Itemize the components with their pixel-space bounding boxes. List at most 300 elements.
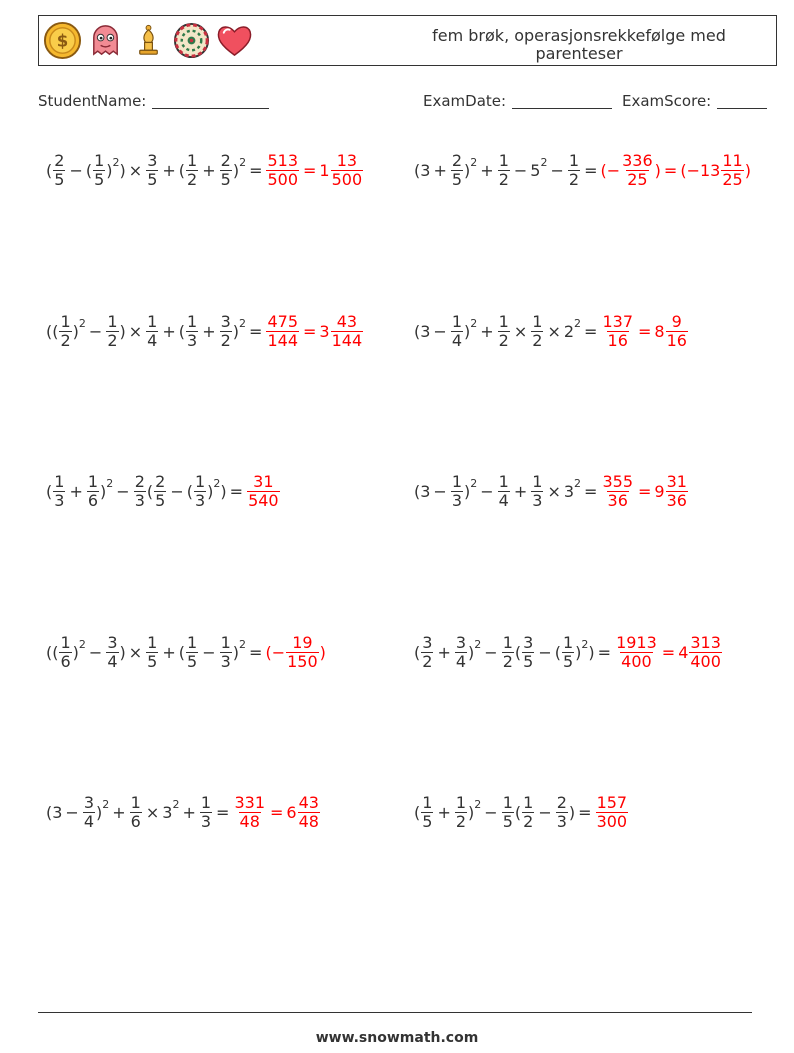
fraction [298, 794, 320, 831]
exponent: 2 [470, 155, 478, 169]
denominator: 5 [562, 651, 574, 671]
denominator: 6 [130, 811, 141, 831]
denominator: 25 [722, 169, 743, 189]
expression-text: ) [220, 481, 227, 501]
denominator: 540 [248, 490, 279, 510]
denominator: 3 [200, 811, 212, 831]
operator: − [484, 802, 498, 822]
denominator: 3 [451, 490, 463, 510]
expression-text: ) [568, 802, 576, 822]
operator: = [597, 642, 612, 662]
denominator: 150 [287, 651, 318, 671]
chess-bishop-icon [129, 21, 168, 60]
expression-text: (− [600, 160, 621, 180]
fraction [220, 152, 232, 189]
operator: = [661, 642, 676, 662]
exponent: 2 [574, 316, 582, 330]
denominator: 2 [422, 651, 433, 671]
expression-text: ( [85, 160, 93, 180]
numerator: 1 [562, 632, 574, 652]
denominator: 4 [147, 330, 158, 350]
numerator: 1 [130, 792, 141, 812]
expression-text: ( [514, 642, 522, 662]
denominator: 2 [107, 330, 118, 350]
fraction [220, 313, 232, 350]
denominator: 4 [455, 651, 467, 671]
fraction [596, 794, 629, 831]
fraction [247, 473, 280, 510]
denominator: 6 [60, 651, 71, 671]
expression-text: ( [178, 321, 186, 341]
fraction [498, 473, 510, 510]
numerator: 3 [147, 150, 158, 170]
fraction [721, 152, 743, 189]
fraction [266, 152, 299, 189]
numerator: 1 [54, 471, 65, 491]
numerator: 1 [451, 311, 463, 331]
operator: + [162, 160, 176, 180]
numerator: 1 [94, 150, 105, 170]
expression-text: ) [100, 481, 107, 501]
expression-text: ) [468, 642, 475, 662]
numerator: 2 [556, 792, 567, 812]
exponent: 2 [102, 797, 110, 811]
expression-text: ) [72, 321, 79, 341]
denominator: 5 [523, 651, 534, 671]
exponent: 2 [540, 155, 548, 169]
denominator: 5 [94, 169, 105, 189]
exam-score-blank[interactable] [717, 92, 767, 109]
expression-text: ) [119, 321, 126, 341]
fraction [200, 794, 212, 831]
expression-text: 2 [563, 321, 575, 341]
exponent: 2 [239, 316, 247, 330]
operator: = [638, 321, 652, 341]
student-name-field[interactable] [38, 92, 269, 110]
operator: + [437, 642, 451, 662]
expression-text: 3 [162, 802, 173, 822]
denominator: 500 [267, 169, 299, 189]
fraction [455, 794, 467, 831]
denominator: 2 [60, 330, 71, 350]
fraction [502, 794, 514, 831]
denominator: 2 [220, 330, 231, 350]
denominator: 2 [532, 330, 543, 350]
numerator: 1 [194, 471, 206, 491]
answer [600, 473, 689, 510]
numerator: 1 [498, 471, 509, 491]
fraction [286, 634, 319, 671]
fraction [93, 152, 105, 189]
operator: + [437, 802, 451, 822]
denominator: 4 [83, 811, 95, 831]
expression-text: (3 [414, 321, 431, 341]
numerator: 9 [671, 311, 682, 331]
denominator: 500 [331, 169, 363, 189]
problem-9 [46, 782, 321, 842]
fraction [146, 634, 158, 671]
operator: − [170, 481, 184, 501]
operator: − [550, 160, 564, 180]
denominator: 3 [194, 490, 206, 510]
expression-text: ) [744, 160, 751, 180]
denominator: 4 [498, 490, 509, 510]
problem-1 [46, 140, 364, 200]
denominator: 48 [239, 811, 260, 831]
fraction [455, 634, 467, 671]
denominator: 3 [54, 490, 65, 510]
operator: + [162, 642, 176, 662]
denominator: 300 [596, 811, 628, 831]
numerator: 1 [220, 632, 231, 652]
expression-text: ) [96, 802, 103, 822]
fraction [59, 634, 71, 671]
expression-text: ) [464, 160, 471, 180]
fraction [421, 794, 433, 831]
operator: − [433, 321, 447, 341]
expression-text: ) [588, 642, 595, 662]
numerator: 1 [422, 792, 433, 812]
expression-text: (( [46, 642, 59, 662]
numerator: 19 [292, 632, 313, 652]
numerator: 1 [60, 311, 71, 331]
denominator: 2 [498, 330, 509, 350]
fraction [53, 473, 65, 510]
expression-text: ( [46, 481, 53, 501]
worksheet-header [38, 15, 777, 66]
operator: + [433, 160, 447, 180]
operator: × [128, 321, 143, 341]
numerator: 1 [187, 632, 198, 652]
operator: = [249, 642, 263, 662]
numerator: 31 [666, 471, 687, 491]
fraction [666, 313, 688, 350]
operator: = [663, 160, 678, 180]
problem-7 [46, 622, 326, 682]
header-icons [43, 21, 254, 60]
title-line-2: parenteser [535, 44, 623, 63]
expression-text: ( [46, 160, 53, 180]
operator: = [270, 802, 284, 822]
numerator: 475 [267, 311, 298, 331]
fraction [621, 152, 654, 189]
expression-text: ) [207, 481, 214, 501]
exam-score-field[interactable] [622, 92, 767, 110]
expression-text: 9 [654, 481, 665, 501]
exponent: 2 [574, 476, 582, 490]
exponent: 2 [239, 155, 247, 169]
title-line-1: fem brøk, operasjonsrekkefølge med [432, 26, 726, 45]
operator: × [128, 642, 143, 662]
answer [600, 152, 750, 189]
fraction [106, 313, 118, 350]
problem-8 [414, 622, 723, 682]
expression-text: ) [575, 642, 582, 662]
numerator: 1 [107, 311, 118, 331]
numerator: 13 [336, 150, 358, 170]
numerator: 1 [502, 632, 513, 652]
operator: − [538, 802, 552, 822]
answer [600, 313, 689, 350]
denominator: 36 [607, 490, 628, 510]
denominator: 5 [147, 651, 158, 671]
fraction [522, 794, 534, 831]
dartboard-icon [172, 21, 211, 60]
denominator: 25 [627, 169, 648, 189]
exponent: 2 [470, 316, 478, 330]
denominator: 36 [666, 490, 687, 510]
fraction [498, 152, 510, 189]
answer [232, 794, 321, 831]
operator: − [88, 642, 103, 662]
numerator: 1 [502, 792, 513, 812]
denominator: 3 [134, 490, 145, 510]
numerator: 331 [234, 792, 265, 812]
operator: = [249, 160, 263, 180]
operator: × [547, 481, 561, 501]
expression-text: (( [46, 321, 59, 341]
answer [246, 473, 281, 510]
fraction [615, 634, 658, 671]
expression-text: ) [464, 321, 471, 341]
fraction [451, 152, 463, 189]
numerator: 1 [532, 471, 543, 491]
fraction [83, 794, 95, 831]
numerator: 31 [253, 471, 274, 491]
denominator: 400 [621, 651, 652, 671]
fraction [421, 634, 433, 671]
denominator: 16 [607, 330, 628, 350]
svg-text:$: $ [56, 31, 69, 51]
coin-icon [43, 21, 82, 60]
expression-text: ( [414, 160, 421, 180]
numerator: 1 [532, 311, 543, 331]
expression-text: ) [232, 642, 240, 662]
numerator: 43 [336, 311, 358, 331]
answer [614, 634, 723, 671]
denominator: 5 [147, 169, 158, 189]
fraction [689, 634, 722, 671]
expression-text: 3 [319, 321, 330, 341]
exam-date-blank[interactable] [512, 92, 612, 109]
operator: = [578, 802, 592, 822]
operator: = [584, 321, 598, 341]
expression-text: 3 [420, 160, 431, 180]
expression-text: 6 [286, 802, 297, 822]
denominator: 16 [666, 330, 687, 350]
denominator: 2 [568, 169, 580, 189]
exponent: 2 [474, 797, 482, 811]
fraction [154, 473, 166, 510]
denominator: 5 [220, 169, 231, 189]
exponent: 2 [106, 476, 114, 490]
operator: = [303, 160, 317, 180]
denominator: 5 [451, 169, 463, 189]
footer-url: www.snowmath.com [315, 1030, 479, 1046]
denominator: 2 [187, 169, 198, 189]
denominator: 48 [298, 811, 319, 831]
expression-text: ) [468, 802, 475, 822]
fraction [106, 634, 118, 671]
numerator: 355 [602, 471, 633, 491]
denominator: 5 [155, 490, 166, 510]
denominator: 144 [267, 330, 298, 350]
fraction [87, 473, 99, 510]
fraction [522, 634, 534, 671]
operator: − [65, 802, 79, 822]
denominator: 3 [220, 651, 231, 671]
numerator: 11 [722, 150, 743, 170]
numerator: 1 [187, 311, 198, 331]
exponent: 2 [581, 637, 589, 651]
numerator: 3 [455, 632, 467, 652]
numerator: 1 [498, 150, 509, 170]
denominator: 4 [451, 330, 463, 350]
operator: + [182, 802, 196, 822]
problem-5 [46, 461, 281, 521]
fraction [331, 313, 364, 350]
expression-text: ( [178, 160, 186, 180]
operator: − [480, 481, 494, 501]
expression-text: (− [265, 642, 286, 662]
denominator: 6 [87, 490, 99, 510]
fraction [186, 634, 198, 671]
fraction [266, 313, 299, 350]
numerator: 3 [523, 632, 534, 652]
expression-text: 5 [530, 160, 541, 180]
exponent: 2 [112, 155, 120, 169]
denominator: 2 [502, 651, 513, 671]
numerator: 157 [596, 792, 628, 812]
operator: − [513, 160, 528, 180]
expression-text: ) [232, 160, 240, 180]
exponent: 2 [474, 637, 482, 651]
expression-text: (−13 [680, 160, 721, 180]
problem-2 [414, 140, 751, 200]
operator: − [88, 321, 103, 341]
exponent: 2 [470, 476, 478, 490]
numerator: 3 [220, 311, 231, 331]
denominator: 2 [455, 811, 467, 831]
denominator: 2 [498, 169, 509, 189]
fraction [562, 634, 574, 671]
answer [265, 634, 325, 671]
denominator: 4 [107, 651, 118, 671]
numerator: 1913 [616, 632, 657, 652]
expression-text: 1 [319, 160, 330, 180]
exam-date-field[interactable] [423, 92, 612, 110]
expression-text: ( [186, 481, 193, 501]
numerator: 1 [451, 471, 463, 491]
expression-text: ) [106, 160, 113, 180]
answer [265, 313, 364, 350]
expression-text: ) [232, 321, 240, 341]
expression-text: (3 [414, 481, 431, 501]
fraction [331, 152, 364, 189]
problem-3 [46, 301, 364, 361]
operator: = [638, 481, 652, 501]
expression-text: 8 [654, 321, 665, 341]
operator: + [513, 481, 528, 501]
expression-text: ( [178, 642, 186, 662]
numerator: 1 [147, 311, 158, 331]
fraction [53, 152, 65, 189]
numerator: 1 [568, 150, 580, 170]
operator: + [69, 481, 83, 501]
fraction [568, 152, 580, 189]
student-name-label: StudentName: [38, 92, 147, 110]
expression-text: ) [72, 642, 79, 662]
numerator: 1 [60, 632, 71, 652]
operator: = [584, 481, 598, 501]
fraction [502, 634, 514, 671]
student-name-blank[interactable] [152, 92, 269, 109]
numerator: 137 [602, 311, 633, 331]
denominator: 5 [422, 811, 433, 831]
numerator: 2 [451, 150, 463, 170]
operator: = [303, 321, 317, 341]
denominator: 144 [331, 330, 363, 350]
exponent: 2 [172, 797, 180, 811]
operator: + [202, 160, 216, 180]
problem-6 [414, 461, 689, 521]
denominator: 3 [556, 811, 567, 831]
denominator: 5 [54, 169, 65, 189]
exponent: 2 [78, 637, 86, 651]
numerator: 43 [298, 792, 319, 812]
exponent: 2 [239, 637, 247, 651]
fraction [498, 313, 510, 350]
fraction [130, 794, 142, 831]
operator: = [216, 802, 230, 822]
expression-text: ) [319, 642, 326, 662]
fraction [146, 152, 158, 189]
operator: + [162, 321, 176, 341]
footer-divider [38, 1012, 752, 1013]
numerator: 1 [523, 792, 534, 812]
expression-text: 3 [563, 481, 575, 501]
fraction [186, 152, 198, 189]
denominator: 3 [187, 330, 198, 350]
expression-text: ( [146, 481, 154, 501]
expression-text: ) [119, 642, 126, 662]
numerator: 313 [690, 632, 721, 652]
worksheet-title [394, 27, 764, 63]
heart-icon [215, 21, 254, 60]
numerator: 513 [267, 150, 299, 170]
numerator: 1 [147, 632, 158, 652]
expression-text: ( [414, 802, 421, 822]
numerator: 1 [187, 150, 198, 170]
operator: − [116, 481, 130, 501]
fraction [556, 794, 568, 831]
operator: = [584, 160, 598, 180]
numerator: 3 [107, 632, 118, 652]
expression-text: ( [414, 642, 421, 662]
fraction [59, 313, 71, 350]
operator: − [69, 160, 83, 180]
expression-text: 4 [678, 642, 689, 662]
ghost-icon [86, 21, 125, 60]
fraction [451, 473, 463, 510]
denominator: 3 [532, 490, 543, 510]
problem-4 [414, 301, 689, 361]
fraction [220, 634, 232, 671]
numerator: 3 [83, 792, 95, 812]
fraction [531, 473, 543, 510]
operator: × [547, 321, 561, 341]
exam-date-label: ExamDate: [423, 92, 507, 110]
